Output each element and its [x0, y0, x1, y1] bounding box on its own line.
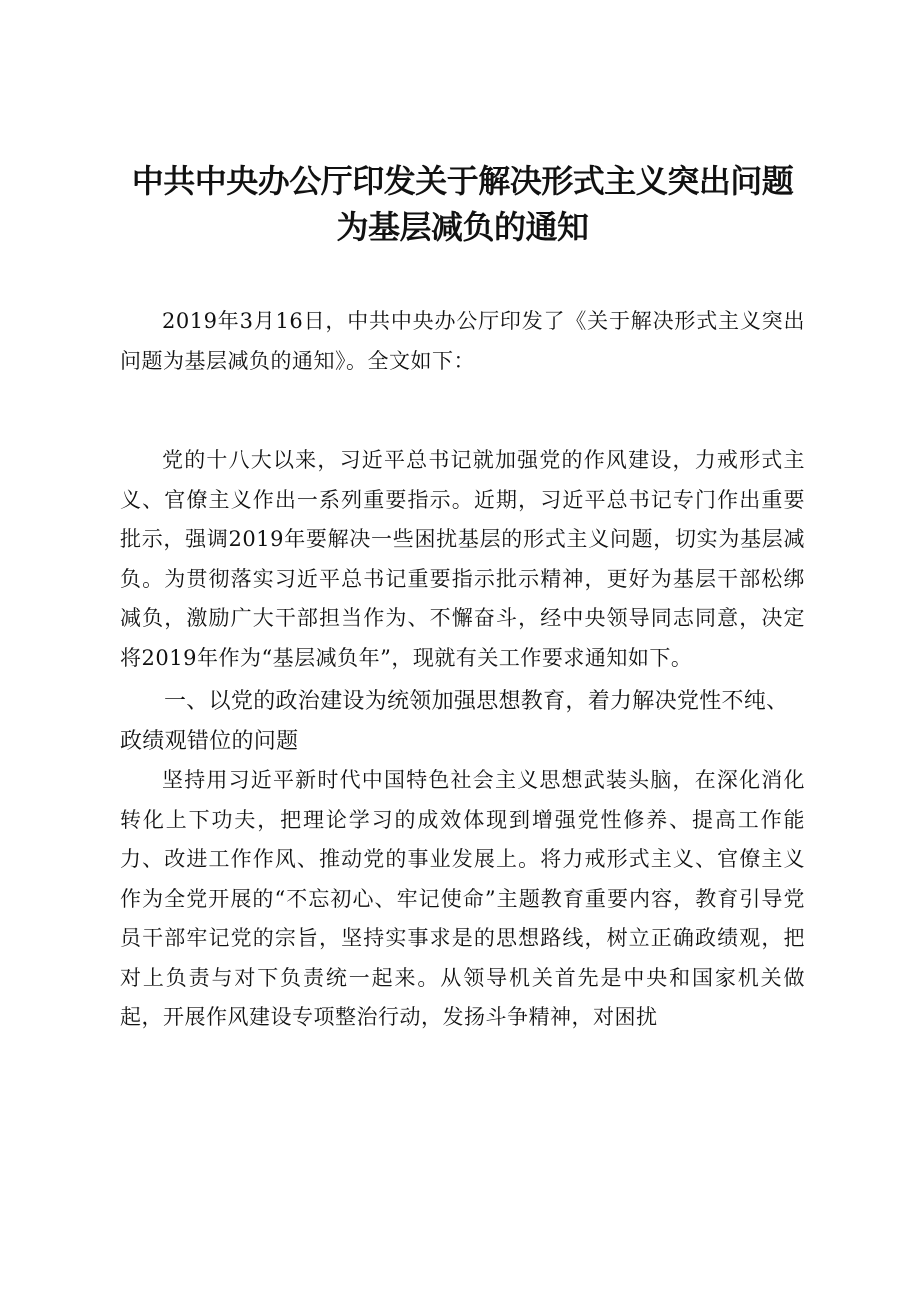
title-line-2: 为基层减负的通知	[336, 208, 589, 246]
section-heading-1: 一、以党的政治建设为统领加强思想教育，着力解决党性不纯、政绩观错位的问题	[120, 689, 789, 754]
title-line-1: 中共中央办公厅印发关于解决形式主义突出问题	[131, 162, 794, 200]
intro-paragraph: 2019年3月16日，中共中央办公厅印发了《关于解决形式主义突出问题为基层减负的通知》。全文如下：	[120, 309, 805, 373]
body-paragraph-2: 坚持用习近平新时代中国特色社会主义思想武装头脑，在深化消化转化上下功夫，把理论学习的成效体现到增强党性修养、提高工作能力、改进工作作风、推动党的事业发展上。将力戒形式主义、官僚主义作为全党开展的“不忘初心、牢记使命”主题教育重要内容，教育引导党员干部牢记党的宗旨，坚持实事求是的思想路线，树立正确政绩观，把对上负责与对下负责统一起来。从领导机关首先是中央和国家机关做起，开展作风建设专项整治行动，发扬斗争精神，对困扰	[120, 768, 805, 1029]
document-title	[120, 158, 805, 250]
body-paragraph-1: 党的十八大以来，习近平总书记就加强党的作风建设，力戒形式主义、官僚主义作出一系列重要指示。近期，习近平总书记专门作出重要批示，强调2019年要解决一些困扰基层的形式主义问题，切实为基层减负。为贯彻落实习近平总书记重要指示批示精神，更好为基层干部松绑减负，激励广大干部担当作为、不懈奋斗，经中央领导同志同意，决定将2019年作为“基层减负年”，现就有关工作要求通知如下。	[120, 448, 805, 670]
